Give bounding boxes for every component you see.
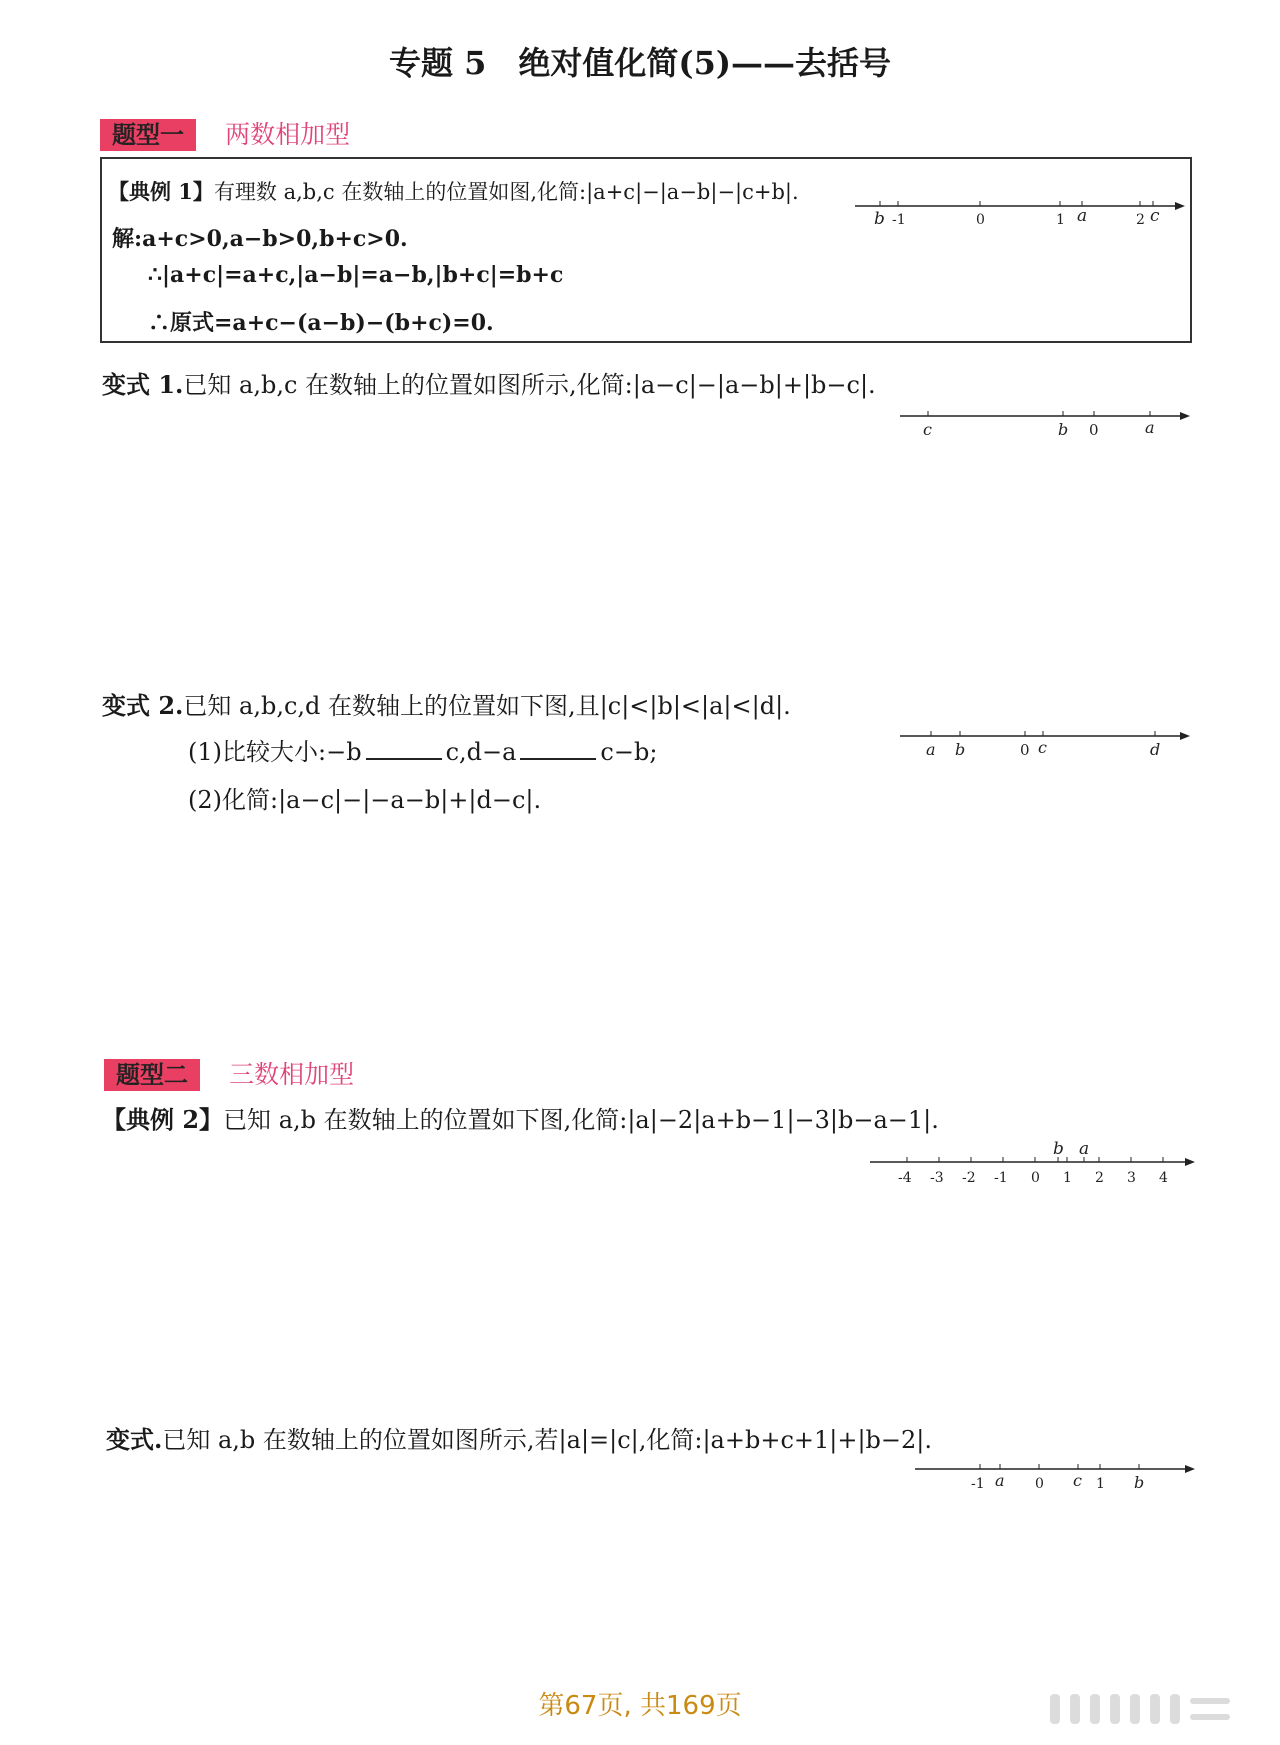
question-text: 已知 a,b,c 在数轴上的位置如图所示,化简:|a−c|−|a−b|+|b−c|.: [183, 371, 876, 399]
axis-label: c: [1073, 1471, 1082, 1490]
part-text: c,d−a: [445, 738, 517, 766]
section-title: 三数相加型: [229, 1060, 355, 1089]
axis-label: b: [1058, 420, 1069, 439]
answer-blank[interactable]: [366, 736, 442, 760]
page-footer: 第67页, 共169页: [538, 1691, 742, 1721]
variant-label: 变式 1.: [102, 370, 184, 399]
axis-label: a: [926, 740, 936, 759]
variant-label: 变式.: [106, 1425, 163, 1454]
variant-2-part-2: (2)化简:|a−c|−|−a−b|+|d−c|.: [188, 786, 542, 814]
axis-label: 4: [1159, 1170, 1168, 1186]
solution-line-1: 解:a+c>0,a−b>0,b+c>0.: [112, 226, 408, 252]
section-header-2: [104, 1055, 354, 1091]
question-text: 已知 a,b 在数轴上的位置如下图,化简:|a|−2|a+b−1|−3|b−a−1|.: [223, 1106, 939, 1134]
axis-label: c: [923, 420, 932, 439]
axis-label: -1: [971, 1476, 985, 1492]
axis-label: 3: [1127, 1170, 1136, 1186]
watermark-bars-icon: [1050, 1690, 1250, 1730]
part-text: (1)比较大小:−b: [188, 738, 362, 766]
section-badge: 题型一: [100, 119, 196, 151]
number-line-1: [850, 190, 1190, 230]
axis-label: 1: [1056, 212, 1065, 228]
axis-label: 0: [1089, 421, 1099, 439]
section-header-1: [100, 115, 350, 151]
solution-line-2: ∴|a+c|=a+c,|a−b|=a−b,|b+c|=b+c: [148, 262, 564, 288]
axis-label: b: [955, 740, 966, 759]
axis-label: c: [1150, 206, 1160, 226]
axis-label: 0: [976, 212, 985, 228]
question-text: 已知 a,b 在数轴上的位置如图所示,若|a|=|c|,化简:|a+b+c+1|+|b−2|.: [162, 1426, 932, 1454]
part-text: c−b;: [600, 738, 658, 766]
axis-label: -3: [930, 1170, 944, 1186]
example-2: [102, 1100, 939, 1135]
axis-label: 0: [1035, 1476, 1044, 1492]
axis-label: 2: [1095, 1170, 1104, 1186]
question-text: 有理数 a,b,c 在数轴上的位置如图,化简:|a+c|−|a−b|−|c+b|.: [213, 180, 799, 204]
axis-label: a: [1079, 1140, 1090, 1159]
question-text: 已知 a,b,c,d 在数轴上的位置如下图,且|c|<|b|<|a|<|d|.: [183, 692, 791, 720]
number-line-3: [895, 722, 1195, 762]
axis-label: 0: [1031, 1170, 1040, 1186]
variant-3: [106, 1420, 932, 1455]
axis-label: -1: [892, 212, 906, 228]
axis-label: c: [1038, 738, 1047, 757]
axis-label: -1: [994, 1170, 1008, 1186]
variant-1: [102, 365, 876, 400]
axis-label: -2: [962, 1170, 976, 1186]
number-line-4: [865, 1140, 1200, 1190]
example-1-question: [108, 176, 799, 206]
axis-label: 2: [1136, 212, 1145, 228]
number-line-5: [910, 1455, 1200, 1495]
variant-2: [102, 686, 791, 721]
section-badge: 题型二: [104, 1059, 200, 1091]
axis-label: a: [1145, 418, 1155, 437]
solution-line-3: ∴原式=a+c−(a−b)−(b+c)=0.: [148, 310, 494, 336]
axis-label: a: [1077, 206, 1088, 226]
axis-label: b: [874, 209, 885, 229]
axis-label: b: [1134, 1473, 1145, 1492]
page-title: 专题 5 绝对值化简(5)——去括号: [389, 44, 891, 82]
axis-label: b: [1053, 1140, 1064, 1159]
axis-label: -4: [898, 1170, 912, 1186]
axis-label: a: [995, 1471, 1005, 1490]
example-label: 【典例 1】: [108, 179, 214, 204]
number-line-2: [895, 402, 1195, 442]
answer-blank[interactable]: [520, 736, 596, 760]
example-label: 【典例 2】: [102, 1105, 224, 1134]
axis-label: 1: [1063, 1170, 1072, 1186]
variant-2-part-1: [188, 732, 657, 767]
axis-label: 1: [1096, 1476, 1105, 1492]
axis-label: 0: [1020, 741, 1030, 759]
section-title: 两数相加型: [225, 120, 351, 149]
axis-label: d: [1150, 740, 1161, 759]
variant-label: 变式 2.: [102, 691, 184, 720]
